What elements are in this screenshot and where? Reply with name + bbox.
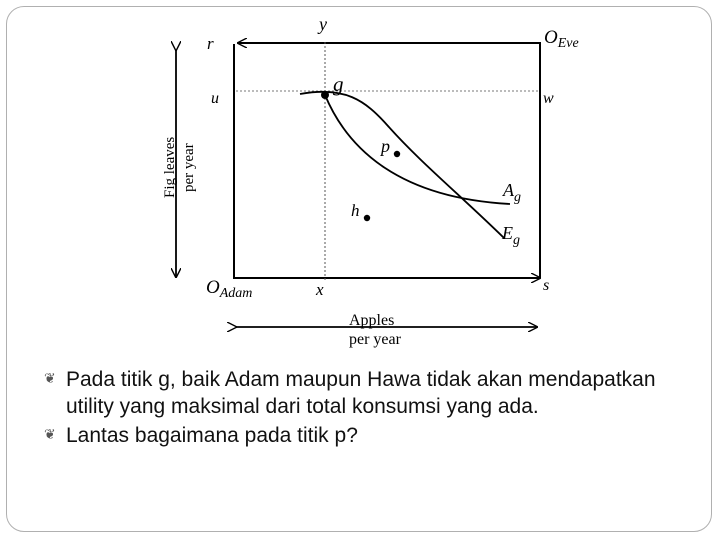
label-y: y <box>319 14 327 34</box>
fig-leaves-axis-title-line1: Fig leaves <box>162 136 178 198</box>
label-u: u <box>211 90 219 107</box>
bullet-text: Lantas bagaimana pada titik p? <box>66 424 358 447</box>
eve-indifference-curve <box>300 92 504 238</box>
label-s: s <box>543 277 550 294</box>
label-h: h <box>351 201 360 220</box>
label-x: x <box>316 280 324 299</box>
point-h <box>364 215 370 221</box>
label-w: w <box>543 90 554 107</box>
label-a-g: $A_g$ <box>503 180 521 205</box>
bullet-text: Pada titik g, baik Adam maupun Hawa tidak akan mendapatkan utility yang maksimal dari total konsumsi yang ada. <box>66 368 656 418</box>
fig-leaves-axis-title <box>162 137 197 198</box>
fig-leaves-axis-title-line2: per year <box>181 143 197 192</box>
leaf-bullet-icon: ❦ <box>44 371 56 387</box>
bullet-item <box>46 422 686 449</box>
point-g <box>321 91 329 99</box>
point-p <box>394 151 400 157</box>
adam-indifference-curve <box>325 95 510 204</box>
bullet-list <box>46 366 686 451</box>
label-e-g: $E_g$ <box>502 223 520 248</box>
bullet-item <box>46 366 686 420</box>
label-g: g <box>333 72 344 96</box>
leaf-bullet-icon: ❦ <box>44 427 56 443</box>
label-r: r <box>207 34 214 53</box>
apples-axis-title-line2: per year <box>349 331 401 348</box>
label-p: p <box>381 136 390 156</box>
apples-axis-title-line1: Apples <box>349 312 395 329</box>
label-o-adam: $O_{Adam}$ <box>206 277 253 301</box>
label-o-eve: $O_{Eve}$ <box>544 27 579 51</box>
